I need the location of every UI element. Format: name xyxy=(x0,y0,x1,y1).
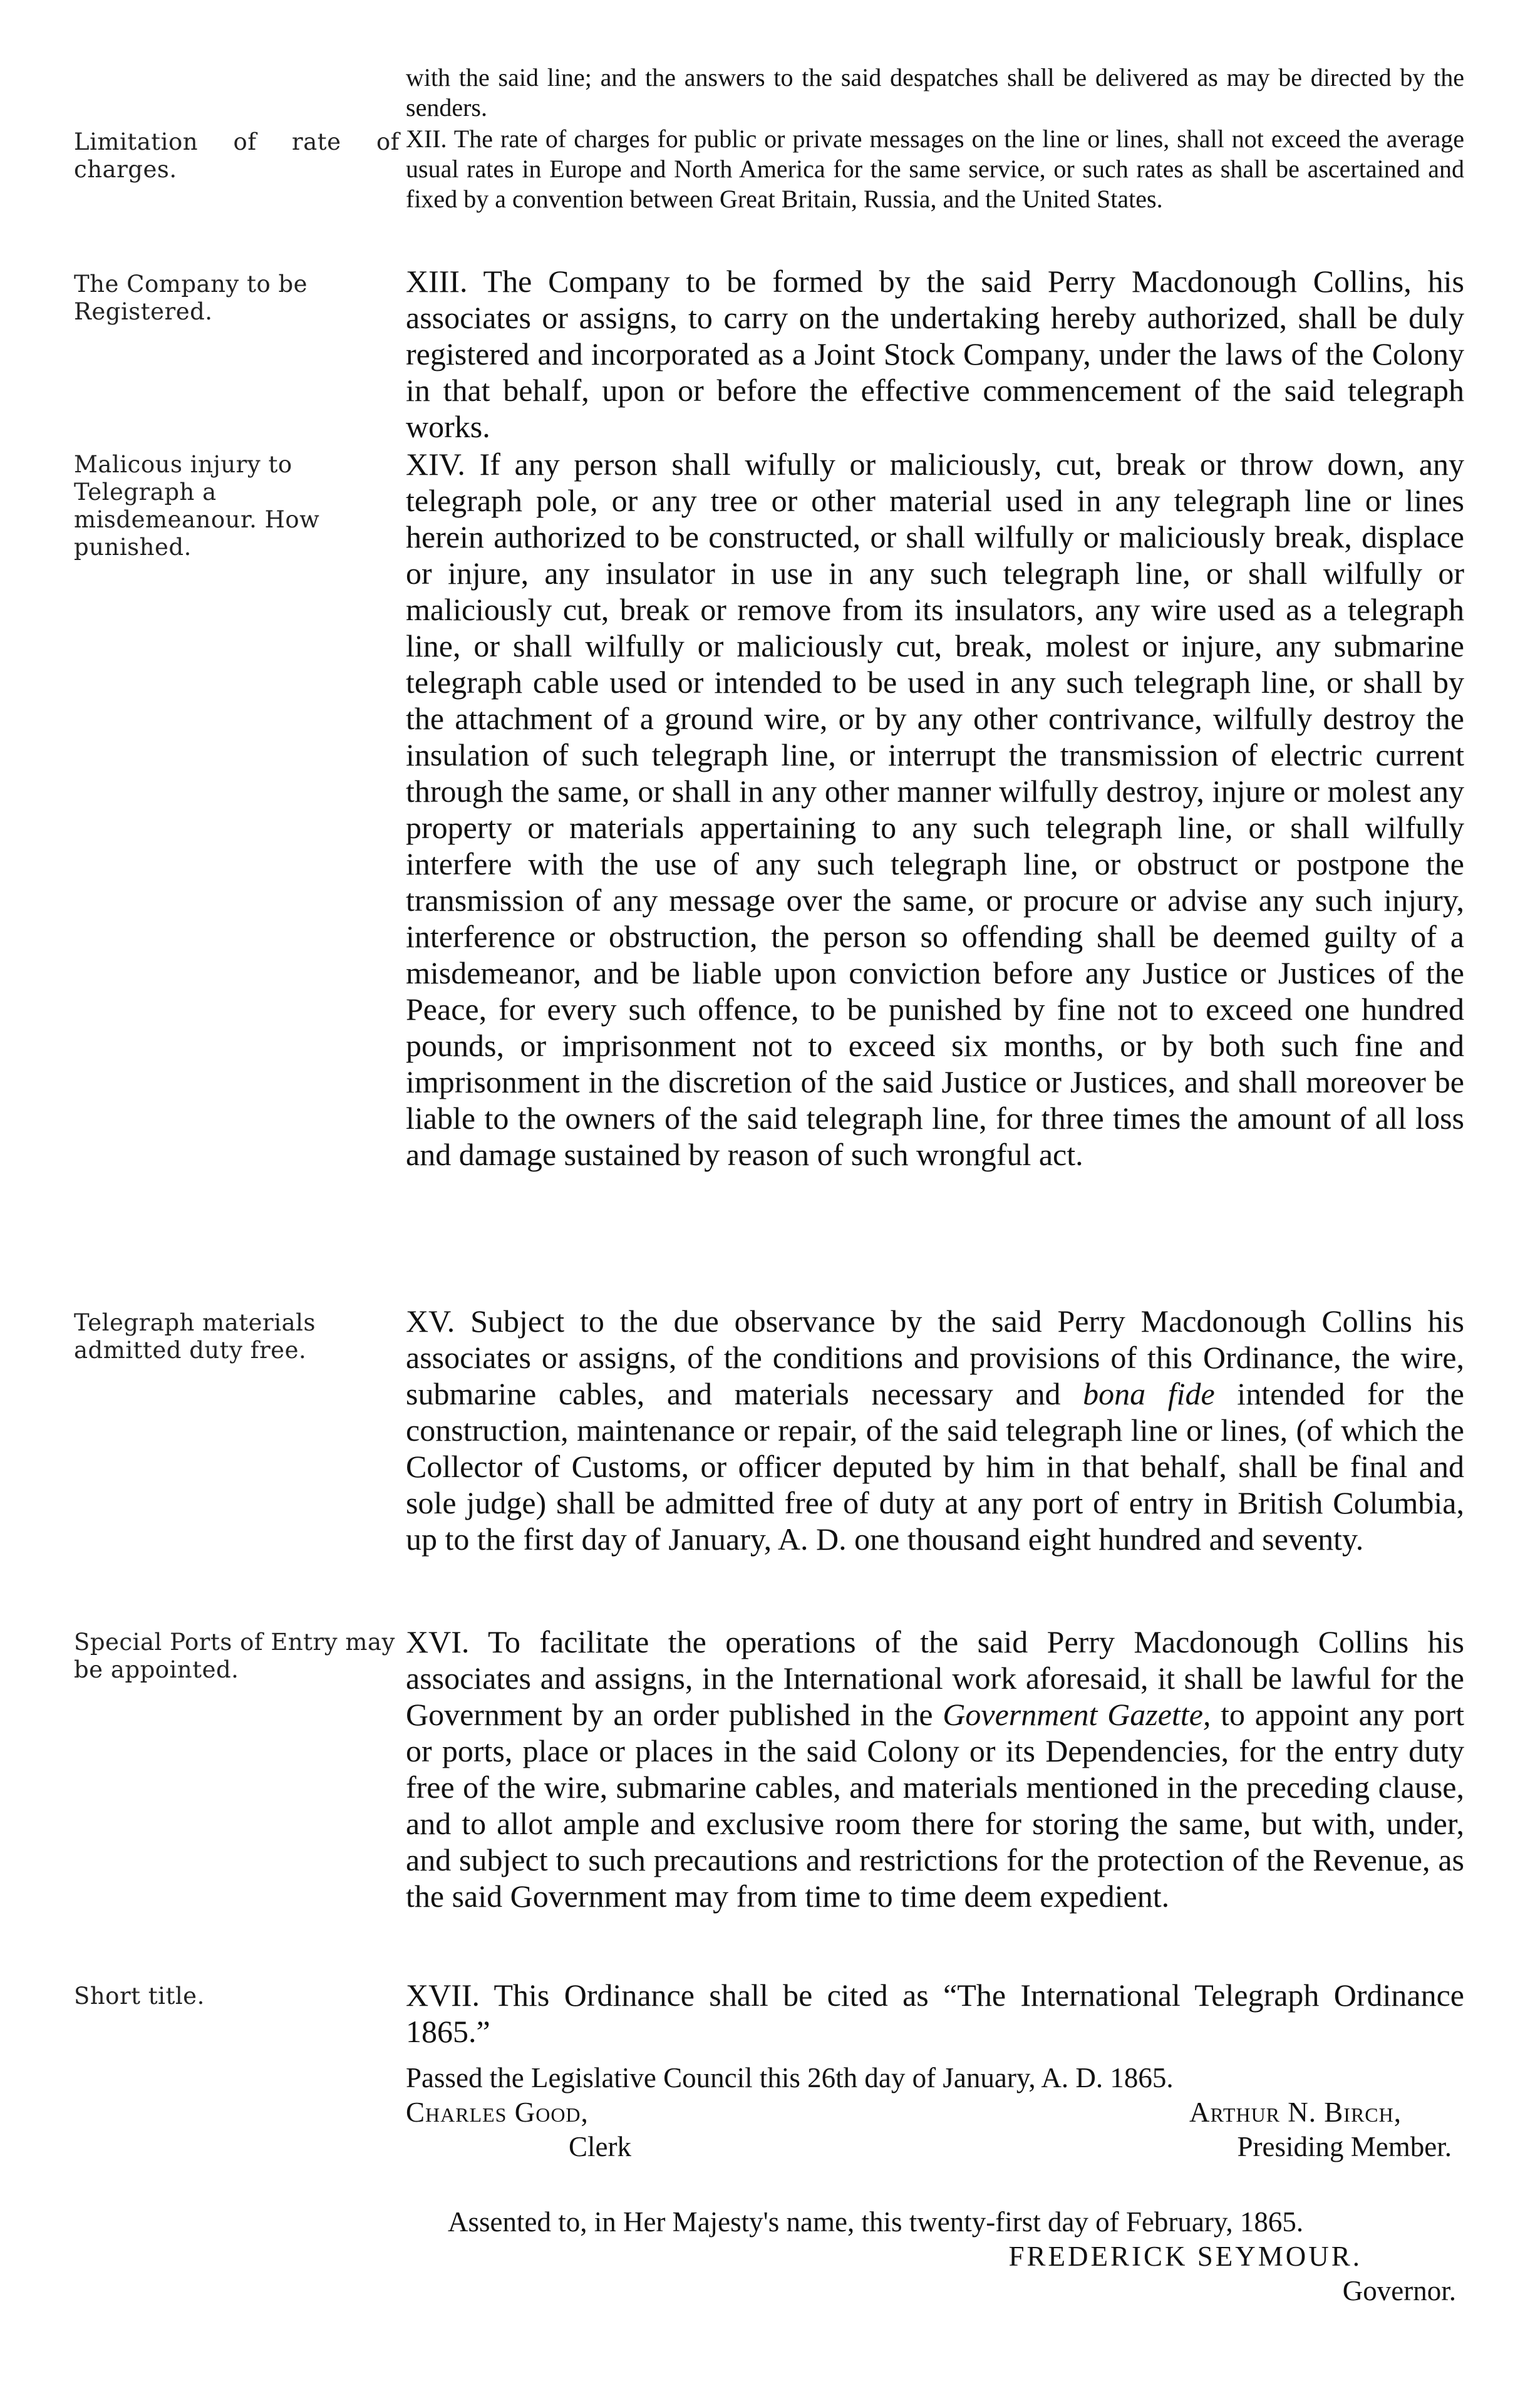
margin-note-malicious-injury: Malicous injury to Telegraph a misdemeanour. How punished. xyxy=(74,451,320,561)
margin-note-short-title: Short title. xyxy=(74,1983,205,2010)
section-xvii xyxy=(406,1977,1464,2050)
clerk-title: Clerk xyxy=(569,2131,631,2162)
section-text: The Company to be formed by the said Perry Macdonough Collins, his associates or assigns, to carry on the undertaking hereby authorized, shall be duly registered and incorporated as a Joint Stock Company, under the laws of the Colony in that behalf, upon or before the effective commencement of the said telegraph works. xyxy=(406,264,1464,444)
assent-line: Assented to, in Her Majesty's name, this twenty-first day of February, 1865. xyxy=(448,2206,1304,2238)
section-text-continued: intended for the construction, maintenance or repair, of the said telegraph line or lines, (of which the Collector of Customs, or officer deputed by him in that behalf, shall be final and sole judge) shall be admitted free of duty at any port of entry in British Columbia, up to the first day of January, A. D. one thousand eight hundred and seventy. xyxy=(406,1376,1464,1557)
margin-note-materials-duty-free: Telegraph materials admitted duty free. xyxy=(74,1309,316,1364)
assent-block xyxy=(448,2205,1469,2308)
section-text: To facilitate the operations of the said Perry Macdonough Collins his associates and assigns, in the International work aforesaid, it shall be lawful for the Government by an order published in the xyxy=(406,1624,1464,1732)
passed-line: Passed the Legislative Council this 26th day of January, A. D. 1865. xyxy=(406,2062,1174,2093)
section-text: Subject to the due observance by the said Perry Macdonough Collins his associates or assigns, of the conditions and provisions of this Ordinance, the wire, submarine cables, and materials necessary and xyxy=(406,1304,1465,1411)
clerk-name: Charles Good, xyxy=(406,2097,589,2128)
signature-block xyxy=(406,2061,1464,2164)
section-number: XIV. xyxy=(406,447,465,482)
section-xvi xyxy=(406,1624,1464,1914)
continuation-text: with the said line; and the answers to the said despatches shall be delivered as may be directed by the senders. xyxy=(406,63,1464,122)
section-xv xyxy=(406,1303,1464,1557)
section-number: XVII. xyxy=(406,1978,480,2013)
section-number: XII. xyxy=(406,125,447,153)
presiding-name: Arthur N. Birch, xyxy=(1189,2097,1402,2128)
section-xiii xyxy=(406,263,1464,445)
margin-note-company-registered: The Company to be Registered. xyxy=(74,271,308,325)
section-xii xyxy=(406,124,1464,214)
governor-name: FREDERICK SEYMOUR. xyxy=(1008,2241,1362,2272)
section-text: This Ordinance shall be cited as “The International Telegraph Ordinance 1865.” xyxy=(406,1978,1464,2049)
section-number: XV. xyxy=(406,1304,455,1339)
section-xiv xyxy=(406,446,1464,1173)
italic-phrase: Government Gazette, xyxy=(943,1697,1211,1732)
margin-note-rate-of-charges: Limitation of rate of charges. xyxy=(74,128,400,183)
margin-note-special-ports: Special Ports of Entry may be appointed. xyxy=(74,1629,395,1683)
italic-phrase: bona fide xyxy=(1083,1376,1215,1411)
governor-title: Governor. xyxy=(1342,2275,1456,2306)
section-number: XVI. xyxy=(406,1624,470,1659)
section-text: The rate of charges for public or private messages on the line or lines, shall not exceed the average usual rates in Europe and North America for the same service, or such rates as shall be ascertained and fixed by a convention between Great Britain, Russia, and the United States. xyxy=(406,125,1464,213)
section-text: If any person shall wifully or maliciously, cut, break or throw down, any telegraph pole, or any tree or other material used in any telegraph line or lines herein authorized to be constructed, or shall wilfully or maliciously break, displace or injure, any insulator in use in any such telegraph line, or shall wilfully or maliciously cut, break or remove from its insulators, any wire used as a telegraph line, or shall wilfully or maliciously cut, break, molest or injure, any submarine telegraph cable used or intended to be used in any such telegraph line, or shall by the attachment of a ground wire, or by any other contrivance, wilfully destroy the insulation of such telegraph line, or interrupt the transmission of electric current through the same, or shall in any other manner wilfully destroy, injure or molest any property or materials appertaining to any such telegraph line, or shall wilfully interfere with the use of any such telegraph line, or obstruct or postpone the transmission of any message over the same, or procure or advise any such injury, interference or obstruction, the person so offending shall be deemed guilty of a misdemeanor, and be liable upon conviction before any Justice or Justices of the Peace, for every such offence, to be punished by fine not to exceed one hundred pounds, or imprisonment not to exceed six months, or by both such fine and imprisonment in the discretion of the said Justice or Justices, and shall moreover be liable to the owners of the said telegraph line, for three times the amount of all loss and damage sustained by reason of such wrongful act. xyxy=(406,447,1464,1172)
section-text-continued: to appoint any port or ports, place or places in the said Colony or its Dependencies, for the entry duty free of the wire, submarine cables, and materials mentioned in the preceding clause, and to allot ample and exclusive room there for storing the same, but with, under, and subject to such precautions and restrictions for the protection of the Revenue, as the said Government may from time to time deem expedient. xyxy=(406,1697,1464,1914)
section-number: XIII. xyxy=(406,264,468,299)
presiding-title: Presiding Member. xyxy=(1237,2131,1452,2162)
